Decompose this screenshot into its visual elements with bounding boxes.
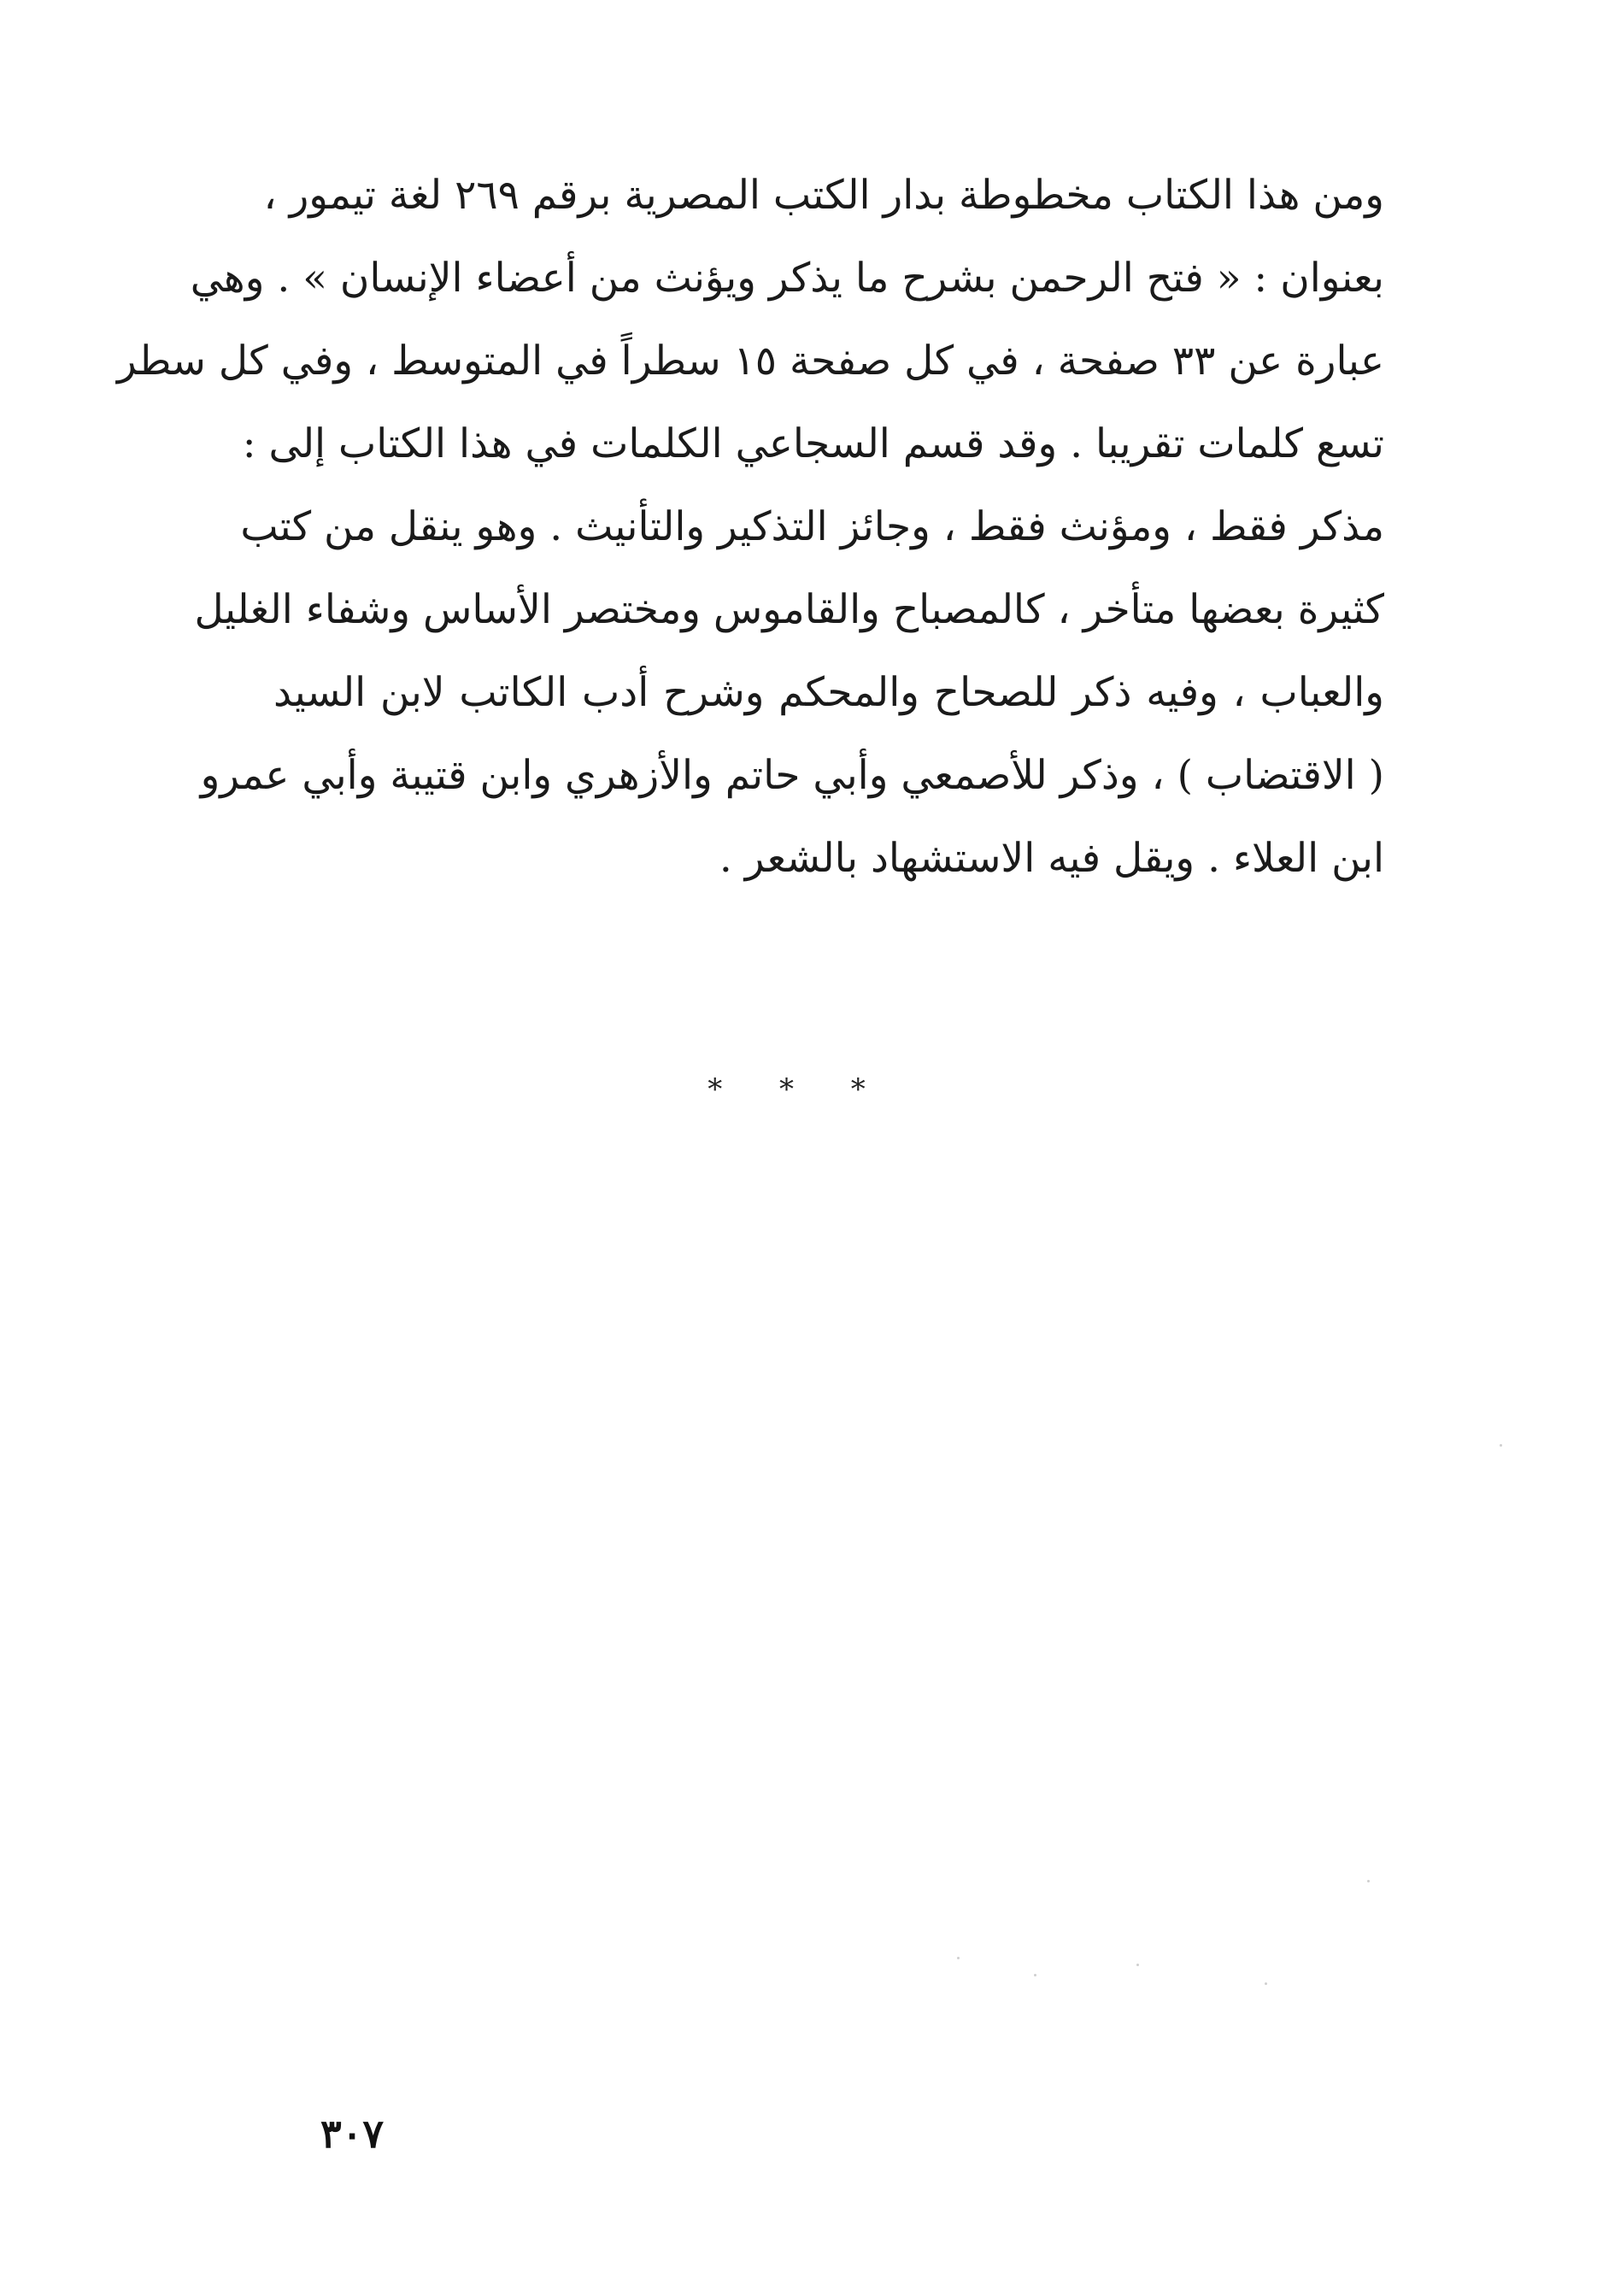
paragraph-line: عبارة عن ٣٣ صفحة ، في كل صفحة ١٥ سطراً في المتوسط ، وفي كل سطر <box>117 338 1384 385</box>
main-paragraph <box>117 154 1384 900</box>
paragraph-line: ابن العلاء . ويقل فيه الاستشهاد بالشعر . <box>719 835 1384 882</box>
scan-speck <box>1265 1982 1267 1985</box>
paragraph-line: والعباب ، وفيه ذكر للصحاح والمحكم وشرح أدب الكاتب لابن السيد <box>273 669 1384 716</box>
scan-speck <box>1500 1444 1502 1447</box>
page-number: ٣٠٧ <box>320 2111 385 2157</box>
section-separator: * * * <box>707 1072 890 1107</box>
scan-speck <box>1367 1880 1370 1882</box>
paragraph-line: تسع كلمات تقريبا . وقد قسم السجاعي الكلمات في هذا الكتاب إلى : <box>242 420 1384 467</box>
scan-speck <box>1034 1974 1036 1976</box>
scan-speck <box>957 1957 960 1959</box>
paragraph-line: ومن هذا الكتاب مخطوطة بدار الكتب المصرية برقم ٢٦٩ لغة تيمور ، <box>263 172 1384 219</box>
paragraph-line: مذكر فقط ، ومؤنث فقط ، وجائز التذكير والتأنيث . وهو ينقل من كتب <box>240 503 1384 550</box>
paragraph-line: ( الاقتضاب ) ، وذكر للأصمعي وأبي حاتم والأزهري وابن قتيبة وأبي عمرو <box>200 752 1384 799</box>
paragraph-line: بعنوان : « فتح الرحمن بشرح ما يذكر ويؤنث من أعضاء الإنسان » . وهي <box>190 255 1384 302</box>
paragraph-line: كثيرة بعضها متأخر ، كالمصباح والقاموس ومختصر الأساس وشفاء الغليل <box>194 586 1384 633</box>
scan-speck <box>1136 1964 1139 1966</box>
